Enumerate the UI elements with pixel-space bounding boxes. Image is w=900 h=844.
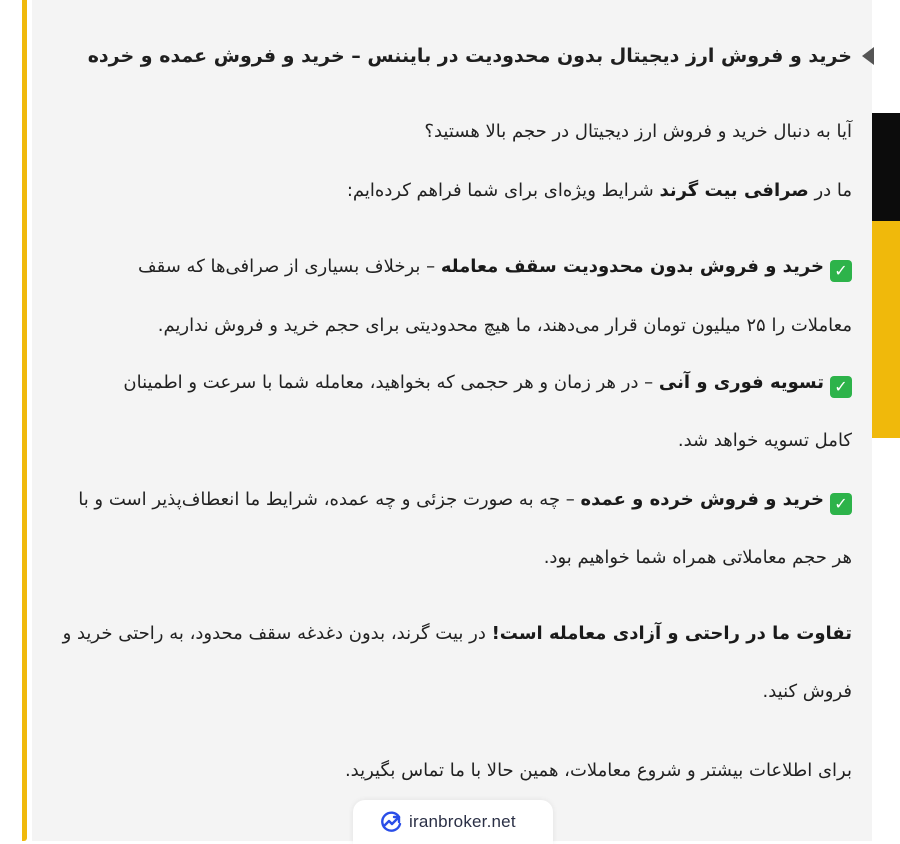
check-icon: ✓ <box>830 493 852 515</box>
article-title: خرید و فروش ارز دیجیتال بدون محدودیت در بایننس – خرید و فروش عمده و خرده <box>87 45 852 67</box>
feature-2-continued: کامل تسویه خواهد شد. <box>677 430 852 451</box>
feature-1-heading: خرید و فروش بدون محدودیت سقف معامله <box>440 256 824 277</box>
feature-3-continued: هر حجم معاملاتی همراه شما خواهیم بود. <box>543 547 852 568</box>
side-dark-block <box>872 113 900 221</box>
check-icon: ✓ <box>830 376 852 398</box>
watermark-text: iranbroker.net <box>409 812 516 831</box>
watermark <box>353 800 553 844</box>
feature-1-text: – برخلاف بسیاری از صرافی‌ها که سقف <box>138 256 441 277</box>
side-yellow-block <box>872 221 900 438</box>
intro-prefix: ما در <box>808 180 852 201</box>
feature-2-heading: تسویه فوری و آنی <box>658 372 824 393</box>
feature-3-heading: خرید و فروش خرده و عمده <box>580 489 824 510</box>
intro-suffix: شرایط ویژه‌ای برای شما فراهم کرده‌ایم: <box>346 180 660 201</box>
intro-question: آیا به دنبال خرید و فروش ارز دیجیتال در حجم بالا هستید؟ <box>424 121 852 142</box>
caret-left-icon <box>862 47 874 65</box>
difference-paragraph <box>60 619 852 649</box>
feature-3 <box>60 485 852 515</box>
call-to-action: برای اطلاعات بیشتر و شروع معاملات، همین حالا با ما تماس بگیرید. <box>344 760 852 781</box>
check-icon: ✓ <box>830 260 852 282</box>
article-heading[interactable] <box>60 41 852 71</box>
difference-text: در بیت گرند، بدون دغدغه سقف محدود، به راحتی خرید و <box>62 623 492 644</box>
trend-chart-icon <box>379 811 403 833</box>
feature-1-continued: معاملات را ۲۵ میلیون تومان قرار می‌دهند، ما هیچ محدودیتی برای حجم خرید و فروش نداریم. <box>157 315 852 336</box>
feature-3-text: – چه به صورت جزئی و چه عمده، شرایط ما انعطاف‌پذیر است و با <box>78 489 581 510</box>
difference-bold: تفاوت ما در راحتی و آزادی معامله است! <box>491 623 852 644</box>
feature-2-text: – در هر زمان و هر حجمی که بخواهید، معامله شما با سرعت و اطمینان <box>123 372 659 393</box>
left-accent-bar <box>22 0 27 841</box>
difference-continued: فروش کنید. <box>762 681 852 702</box>
feature-2 <box>60 368 852 398</box>
article <box>60 0 852 841</box>
brand-name: صرافی بیت گرند <box>659 180 809 201</box>
feature-1 <box>60 252 852 282</box>
intro-paragraph <box>60 176 852 206</box>
